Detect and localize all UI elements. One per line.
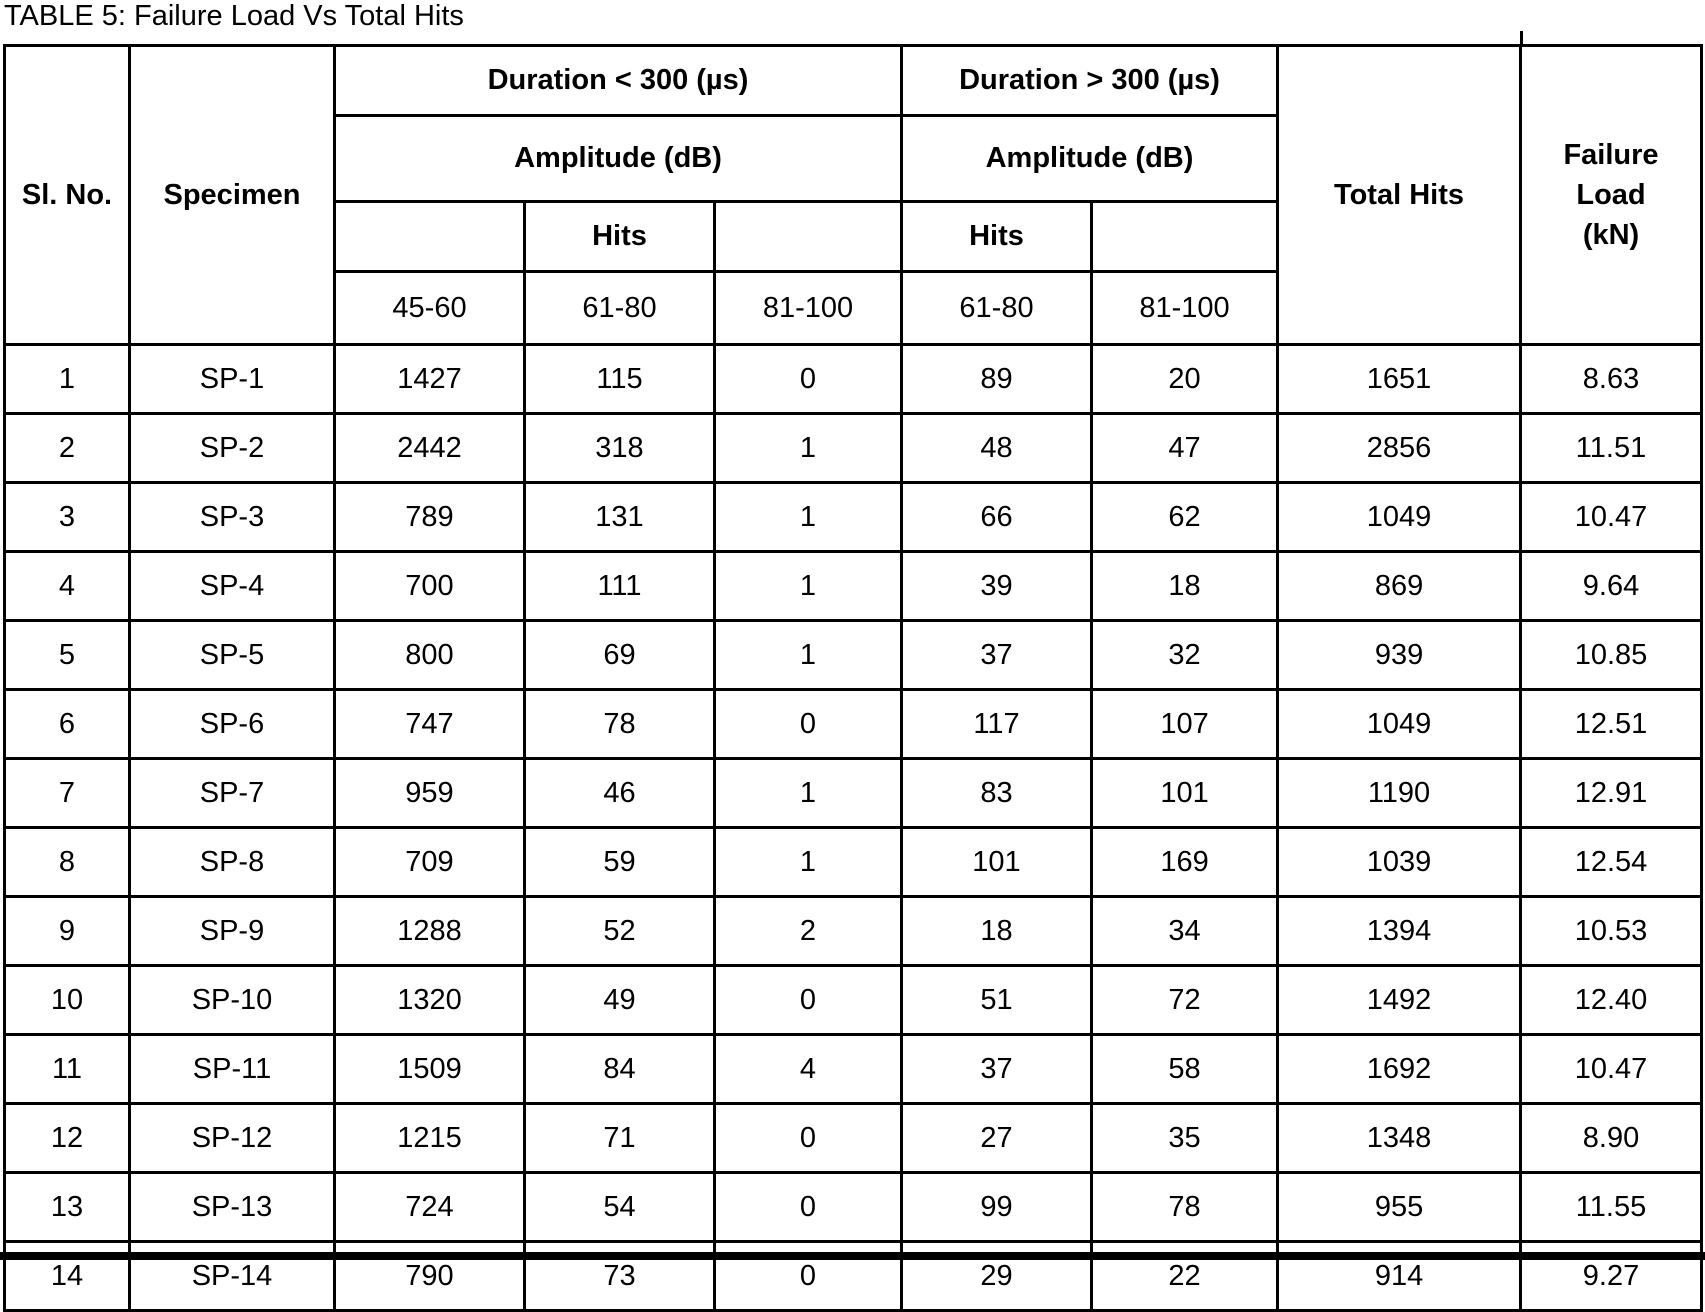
table-cell: SP-1 (130, 345, 335, 414)
table-row (5, 552, 1702, 621)
table-cell: 1509 (335, 1035, 525, 1104)
table-cell: 51 (902, 966, 1092, 1035)
table-cell: 1 (5, 345, 130, 414)
header-row-duration (5, 46, 1702, 116)
table-cell: 10.85 (1521, 621, 1702, 690)
table-cell: 10.53 (1521, 897, 1702, 966)
table-cell: 84 (525, 1035, 715, 1104)
header-empty-cell (335, 202, 525, 272)
table-cell: 10.47 (1521, 483, 1702, 552)
table-cell: 12 (5, 1104, 130, 1173)
table-cell: 959 (335, 759, 525, 828)
table-cell: SP-8 (130, 828, 335, 897)
table-row (5, 621, 1702, 690)
table-cell: 101 (902, 828, 1092, 897)
header-amplitude-lt: Amplitude (dB) (335, 116, 902, 202)
table-cell: 2442 (335, 414, 525, 483)
table-cell: 790 (335, 1242, 525, 1311)
table-cell: 1288 (335, 897, 525, 966)
table-body (5, 345, 1702, 1311)
table-cell: 747 (335, 690, 525, 759)
table-cell: 131 (525, 483, 715, 552)
table-cell: 9.27 (1521, 1242, 1702, 1311)
table-cell: 6 (5, 690, 130, 759)
table-cell: 47 (1092, 414, 1278, 483)
table-cell: 709 (335, 828, 525, 897)
table-cell: 1 (715, 483, 902, 552)
table-cell: 52 (525, 897, 715, 966)
failure-load-line-1: Failure (1563, 139, 1659, 171)
table-cell: 169 (1092, 828, 1278, 897)
table-cell: 14 (5, 1242, 130, 1311)
table-cell: 1215 (335, 1104, 525, 1173)
table-cell: 78 (1092, 1173, 1278, 1242)
failure-load-table (3, 44, 1703, 1312)
table-cell: 1 (715, 621, 902, 690)
table-cell: 0 (715, 1104, 902, 1173)
table-cell: 10.47 (1521, 1035, 1702, 1104)
table-cell: 117 (902, 690, 1092, 759)
header-failure-load (1521, 46, 1702, 345)
table-cell: 1 (715, 759, 902, 828)
table-cell: 12.54 (1521, 828, 1702, 897)
table-cell: 73 (525, 1242, 715, 1311)
table-title: TABLE 5: Failure Load Vs Total Hits (4, 0, 464, 32)
header-range-81-100-gt: 81-100 (1092, 272, 1278, 345)
table-cell: 1190 (1278, 759, 1521, 828)
table-cell: SP-5 (130, 621, 335, 690)
table-cell: 4 (715, 1035, 902, 1104)
table-cell: 9.64 (1521, 552, 1702, 621)
table-cell: SP-3 (130, 483, 335, 552)
table-row (5, 1104, 1702, 1173)
table-cell: 1651 (1278, 345, 1521, 414)
table-cell: 99 (902, 1173, 1092, 1242)
table-cell: 54 (525, 1173, 715, 1242)
table-cell: 869 (1278, 552, 1521, 621)
table-cell: 89 (902, 345, 1092, 414)
table-cell: 78 (525, 690, 715, 759)
table-cell: 0 (715, 345, 902, 414)
header-range-45-60: 45-60 (335, 272, 525, 345)
table-cell: 39 (902, 552, 1092, 621)
header-range-61-80-lt: 61-80 (525, 272, 715, 345)
table-cell: 318 (525, 414, 715, 483)
table-cell: 1 (715, 828, 902, 897)
table-cell: 72 (1092, 966, 1278, 1035)
table-cell: 9 (5, 897, 130, 966)
table-cell: 29 (902, 1242, 1092, 1311)
table-cell: 1049 (1278, 690, 1521, 759)
header-empty-cell (1092, 202, 1278, 272)
table-cell: 20 (1092, 345, 1278, 414)
table-row (5, 345, 1702, 414)
table-cell: 27 (902, 1104, 1092, 1173)
table-cell: 939 (1278, 621, 1521, 690)
table-cell: SP-4 (130, 552, 335, 621)
table-cell: 83 (902, 759, 1092, 828)
table-cell: 37 (902, 621, 1092, 690)
table-cell: 62 (1092, 483, 1278, 552)
table-cell: 724 (335, 1173, 525, 1242)
table-cell: SP-9 (130, 897, 335, 966)
table-row (5, 759, 1702, 828)
table-cell: 58 (1092, 1035, 1278, 1104)
table-cell: 34 (1092, 897, 1278, 966)
header-duration-gt-300: Duration > 300 (µs) (902, 46, 1278, 116)
table-cell: 32 (1092, 621, 1278, 690)
table-cell: 11.55 (1521, 1173, 1702, 1242)
header-empty-cell (715, 202, 902, 272)
table-cell: SP-14 (130, 1242, 335, 1311)
table-cell: 1 (715, 414, 902, 483)
table-cell: 111 (525, 552, 715, 621)
table-cell: SP-12 (130, 1104, 335, 1173)
table-cell: 48 (902, 414, 1092, 483)
table-cell: 0 (715, 690, 902, 759)
table-cell: SP-13 (130, 1173, 335, 1242)
table-row (5, 828, 1702, 897)
table-row (5, 1035, 1702, 1104)
table-cell: 101 (1092, 759, 1278, 828)
table-cell: 46 (525, 759, 715, 828)
table-cell: 7 (5, 759, 130, 828)
table-cell: 10 (5, 966, 130, 1035)
table-cell: 700 (335, 552, 525, 621)
header-sl-no: Sl. No. (5, 46, 130, 345)
table-cell: 12.91 (1521, 759, 1702, 828)
header-specimen: Specimen (130, 46, 335, 345)
table-cell: 1 (715, 552, 902, 621)
table-cell: 1692 (1278, 1035, 1521, 1104)
table-cell: 1348 (1278, 1104, 1521, 1173)
table-cell: 8.90 (1521, 1104, 1702, 1173)
table-row (5, 483, 1702, 552)
table-cell: 8 (5, 828, 130, 897)
table-row (5, 966, 1702, 1035)
header-range-61-80-gt: 61-80 (902, 272, 1092, 345)
bottom-rule (0, 1252, 1705, 1260)
table-cell: 2 (5, 414, 130, 483)
table-cell: 69 (525, 621, 715, 690)
table-cell: 12.51 (1521, 690, 1702, 759)
table-cell: SP-6 (130, 690, 335, 759)
table-cell: SP-11 (130, 1035, 335, 1104)
table-cell: 49 (525, 966, 715, 1035)
table-cell: SP-7 (130, 759, 335, 828)
table-cell: 37 (902, 1035, 1092, 1104)
table-cell: 1039 (1278, 828, 1521, 897)
table-cell: 18 (902, 897, 1092, 966)
header-hits-lt: Hits (525, 202, 715, 272)
table-cell: 71 (525, 1104, 715, 1173)
table-cell: 115 (525, 345, 715, 414)
table-row (5, 690, 1702, 759)
table-cell: 18 (1092, 552, 1278, 621)
header-total-hits: Total Hits (1278, 46, 1521, 345)
table-cell: 0 (715, 1173, 902, 1242)
table-cell: 8.63 (1521, 345, 1702, 414)
table-cell: 5 (5, 621, 130, 690)
table-row (5, 1173, 1702, 1242)
table-cell: 13 (5, 1173, 130, 1242)
table-cell: 35 (1092, 1104, 1278, 1173)
table-cell: 11 (5, 1035, 130, 1104)
failure-load-line-2: Load (1576, 179, 1646, 211)
table-cell: 1320 (335, 966, 525, 1035)
table-cell: 4 (5, 552, 130, 621)
table-cell: 0 (715, 966, 902, 1035)
table-cell: 12.40 (1521, 966, 1702, 1035)
table-cell: 1492 (1278, 966, 1521, 1035)
table-cell: 1394 (1278, 897, 1521, 966)
header-amplitude-gt: Amplitude (dB) (902, 116, 1278, 202)
failure-load-line-3: (kN) (1582, 219, 1640, 251)
table-cell: 107 (1092, 690, 1278, 759)
header-range-81-100-lt: 81-100 (715, 272, 902, 345)
table-cell: 1049 (1278, 483, 1521, 552)
table-cell: 3 (5, 483, 130, 552)
table-row (5, 897, 1702, 966)
header-duration-lt-300: Duration < 300 (µs) (335, 46, 902, 116)
table-cell: 2 (715, 897, 902, 966)
table-cell: 59 (525, 828, 715, 897)
table-row (5, 414, 1702, 483)
table-cell: 22 (1092, 1242, 1278, 1311)
column-divider-tick (1520, 31, 1523, 47)
table-cell: 11.51 (1521, 414, 1702, 483)
table-cell: 2856 (1278, 414, 1521, 483)
table-cell: SP-10 (130, 966, 335, 1035)
table-cell: 66 (902, 483, 1092, 552)
table-cell: 1427 (335, 345, 525, 414)
table-cell: 914 (1278, 1242, 1521, 1311)
table-cell: 0 (715, 1242, 902, 1311)
header-hits-gt: Hits (902, 202, 1092, 272)
table-cell: 800 (335, 621, 525, 690)
table-cell: 955 (1278, 1173, 1521, 1242)
table-cell: 789 (335, 483, 525, 552)
table-cell: SP-2 (130, 414, 335, 483)
